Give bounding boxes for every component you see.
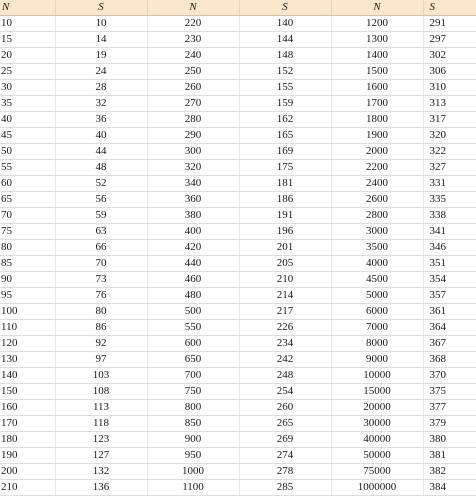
cell-s-3: 354 xyxy=(423,272,476,288)
cell-n-1: 20 xyxy=(0,48,55,64)
table-row xyxy=(0,112,476,128)
cell-s-2: 210 xyxy=(239,272,331,288)
cell-s-1: 118 xyxy=(55,416,147,432)
cell-s-2: 196 xyxy=(239,224,331,240)
cell-n-3: 4500 xyxy=(331,272,423,288)
cell-s-1: 14 xyxy=(55,32,147,48)
cell-n-3: 1800 xyxy=(331,112,423,128)
table-row xyxy=(0,464,476,480)
cell-n-3: 1700 xyxy=(331,96,423,112)
cell-n-2: 400 xyxy=(147,224,239,240)
cell-s-1: 28 xyxy=(55,80,147,96)
cell-s-2: 217 xyxy=(239,304,331,320)
cell-n-2: 500 xyxy=(147,304,239,320)
cell-s-1: 76 xyxy=(55,288,147,304)
cell-n-1: 70 xyxy=(0,208,55,224)
cell-n-3: 2000 xyxy=(331,144,423,160)
cell-s-1: 127 xyxy=(55,448,147,464)
cell-n-2: 600 xyxy=(147,336,239,352)
cell-s-3: 320 xyxy=(423,128,476,144)
cell-s-3: 335 xyxy=(423,192,476,208)
cell-s-3: 310 xyxy=(423,80,476,96)
cell-n-3: 75000 xyxy=(331,464,423,480)
cell-s-1: 80 xyxy=(55,304,147,320)
cell-n-2: 280 xyxy=(147,112,239,128)
cell-s-2: 159 xyxy=(239,96,331,112)
cell-s-3: 377 xyxy=(423,400,476,416)
cell-s-2: 201 xyxy=(239,240,331,256)
cell-n-2: 440 xyxy=(147,256,239,272)
cell-n-2: 480 xyxy=(147,288,239,304)
cell-s-3: 322 xyxy=(423,144,476,160)
cell-n-2: 850 xyxy=(147,416,239,432)
cell-n-3: 5000 xyxy=(331,288,423,304)
cell-s-3: 297 xyxy=(423,32,476,48)
cell-s-1: 44 xyxy=(55,144,147,160)
cell-n-1: 75 xyxy=(0,224,55,240)
cell-s-2: 269 xyxy=(239,432,331,448)
cell-s-2: 155 xyxy=(239,80,331,96)
cell-n-1: 40 xyxy=(0,112,55,128)
cell-s-3: 291 xyxy=(423,16,476,32)
table-row xyxy=(0,128,476,144)
table-row xyxy=(0,176,476,192)
cell-n-3: 1500 xyxy=(331,64,423,80)
cell-n-2: 700 xyxy=(147,368,239,384)
cell-n-1: 100 xyxy=(0,304,55,320)
cell-n-2: 460 xyxy=(147,272,239,288)
cell-s-2: 152 xyxy=(239,64,331,80)
table-row xyxy=(0,336,476,352)
cell-n-1: 160 xyxy=(0,400,55,416)
cell-s-2: 186 xyxy=(239,192,331,208)
cell-n-3: 3000 xyxy=(331,224,423,240)
cell-s-1: 66 xyxy=(55,240,147,256)
cell-n-2: 750 xyxy=(147,384,239,400)
cell-s-1: 97 xyxy=(55,352,147,368)
cell-n-3: 6000 xyxy=(331,304,423,320)
cell-s-1: 40 xyxy=(55,128,147,144)
cell-n-3: 9000 xyxy=(331,352,423,368)
cell-s-1: 59 xyxy=(55,208,147,224)
cell-s-3: 384 xyxy=(423,480,476,496)
cell-s-1: 56 xyxy=(55,192,147,208)
cell-s-3: 370 xyxy=(423,368,476,384)
table-row xyxy=(0,48,476,64)
cell-n-1: 170 xyxy=(0,416,55,432)
cell-n-1: 140 xyxy=(0,368,55,384)
cell-s-1: 70 xyxy=(55,256,147,272)
cell-s-3: 357 xyxy=(423,288,476,304)
cell-n-3: 2800 xyxy=(331,208,423,224)
cell-n-1: 35 xyxy=(0,96,55,112)
cell-n-3: 1000000 xyxy=(331,480,423,496)
cell-s-3: 381 xyxy=(423,448,476,464)
cell-n-2: 1000 xyxy=(147,464,239,480)
cell-s-1: 24 xyxy=(55,64,147,80)
cell-n-3: 40000 xyxy=(331,432,423,448)
cell-s-2: 144 xyxy=(239,32,331,48)
cell-s-3: 331 xyxy=(423,176,476,192)
table-row xyxy=(0,320,476,336)
table-row xyxy=(0,304,476,320)
cell-s-3: 364 xyxy=(423,320,476,336)
cell-s-3: 380 xyxy=(423,432,476,448)
table-row xyxy=(0,144,476,160)
cell-n-1: 80 xyxy=(0,240,55,256)
cell-n-3: 8000 xyxy=(331,336,423,352)
cell-n-1: 65 xyxy=(0,192,55,208)
table-row xyxy=(0,256,476,272)
cell-s-2: 278 xyxy=(239,464,331,480)
cell-n-3: 7000 xyxy=(331,320,423,336)
cell-n-2: 230 xyxy=(147,32,239,48)
cell-n-2: 420 xyxy=(147,240,239,256)
header-s-3: S xyxy=(423,0,476,16)
cell-n-1: 110 xyxy=(0,320,55,336)
cell-s-3: 327 xyxy=(423,160,476,176)
cell-n-3: 1400 xyxy=(331,48,423,64)
cell-s-3: 313 xyxy=(423,96,476,112)
cell-n-2: 300 xyxy=(147,144,239,160)
cell-s-1: 136 xyxy=(55,480,147,496)
cell-n-1: 30 xyxy=(0,80,55,96)
table-row xyxy=(0,208,476,224)
table-row xyxy=(0,64,476,80)
cell-n-1: 150 xyxy=(0,384,55,400)
table-row xyxy=(0,192,476,208)
cell-s-3: 379 xyxy=(423,416,476,432)
cell-s-3: 338 xyxy=(423,208,476,224)
cell-n-3: 2400 xyxy=(331,176,423,192)
cell-s-2: 169 xyxy=(239,144,331,160)
cell-s-2: 205 xyxy=(239,256,331,272)
cell-s-1: 32 xyxy=(55,96,147,112)
cell-s-2: 162 xyxy=(239,112,331,128)
cell-s-1: 19 xyxy=(55,48,147,64)
cell-n-2: 900 xyxy=(147,432,239,448)
cell-s-2: 191 xyxy=(239,208,331,224)
cell-s-1: 36 xyxy=(55,112,147,128)
table-row xyxy=(0,448,476,464)
cell-n-1: 15 xyxy=(0,32,55,48)
cell-s-2: 285 xyxy=(239,480,331,496)
cell-s-3: 375 xyxy=(423,384,476,400)
cell-n-2: 340 xyxy=(147,176,239,192)
cell-n-1: 10 xyxy=(0,16,55,32)
table-row xyxy=(0,240,476,256)
table-header xyxy=(0,0,476,16)
cell-n-2: 950 xyxy=(147,448,239,464)
cell-s-2: 265 xyxy=(239,416,331,432)
cell-n-1: 45 xyxy=(0,128,55,144)
cell-n-2: 550 xyxy=(147,320,239,336)
cell-s-1: 48 xyxy=(55,160,147,176)
cell-n-2: 380 xyxy=(147,208,239,224)
cell-s-2: 175 xyxy=(239,160,331,176)
cell-s-1: 108 xyxy=(55,384,147,400)
cell-s-1: 63 xyxy=(55,224,147,240)
cell-s-2: 140 xyxy=(239,16,331,32)
cell-s-2: 248 xyxy=(239,368,331,384)
cell-s-2: 234 xyxy=(239,336,331,352)
header-n-1: N xyxy=(0,0,55,16)
cell-s-2: 242 xyxy=(239,352,331,368)
header-n-2: N xyxy=(147,0,239,16)
cell-s-2: 260 xyxy=(239,400,331,416)
header-s-2: S xyxy=(239,0,331,16)
cell-n-3: 15000 xyxy=(331,384,423,400)
table-row xyxy=(0,400,476,416)
cell-n-2: 800 xyxy=(147,400,239,416)
cell-s-3: 346 xyxy=(423,240,476,256)
cell-n-1: 50 xyxy=(0,144,55,160)
table-row xyxy=(0,96,476,112)
cell-s-1: 73 xyxy=(55,272,147,288)
cell-n-1: 85 xyxy=(0,256,55,272)
cell-s-3: 341 xyxy=(423,224,476,240)
cell-n-1: 95 xyxy=(0,288,55,304)
table-row xyxy=(0,288,476,304)
cell-n-1: 25 xyxy=(0,64,55,80)
table-row xyxy=(0,16,476,32)
cell-s-1: 92 xyxy=(55,336,147,352)
cell-n-2: 360 xyxy=(147,192,239,208)
cell-n-2: 250 xyxy=(147,64,239,80)
cell-s-3: 306 xyxy=(423,64,476,80)
cell-s-2: 181 xyxy=(239,176,331,192)
cell-n-3: 2600 xyxy=(331,192,423,208)
cell-s-2: 165 xyxy=(239,128,331,144)
table-row xyxy=(0,384,476,400)
cell-s-3: 382 xyxy=(423,464,476,480)
cell-n-1: 190 xyxy=(0,448,55,464)
cell-s-3: 361 xyxy=(423,304,476,320)
cell-s-1: 123 xyxy=(55,432,147,448)
cell-n-3: 1600 xyxy=(331,80,423,96)
cell-s-2: 254 xyxy=(239,384,331,400)
cell-n-1: 130 xyxy=(0,352,55,368)
cell-n-3: 10000 xyxy=(331,368,423,384)
cell-n-2: 260 xyxy=(147,80,239,96)
cell-s-1: 103 xyxy=(55,368,147,384)
cell-s-1: 86 xyxy=(55,320,147,336)
cell-s-2: 214 xyxy=(239,288,331,304)
cell-n-3: 30000 xyxy=(331,416,423,432)
cell-s-3: 368 xyxy=(423,352,476,368)
cell-n-2: 650 xyxy=(147,352,239,368)
cell-n-2: 220 xyxy=(147,16,239,32)
cell-s-3: 302 xyxy=(423,48,476,64)
cell-n-3: 20000 xyxy=(331,400,423,416)
header-row xyxy=(0,0,476,16)
header-s-1: S xyxy=(55,0,147,16)
cell-s-3: 367 xyxy=(423,336,476,352)
table-row xyxy=(0,224,476,240)
cell-n-2: 290 xyxy=(147,128,239,144)
cell-n-2: 270 xyxy=(147,96,239,112)
cell-s-2: 148 xyxy=(239,48,331,64)
table-row xyxy=(0,416,476,432)
cell-s-1: 52 xyxy=(55,176,147,192)
cell-s-2: 226 xyxy=(239,320,331,336)
cell-n-1: 55 xyxy=(0,160,55,176)
table-row xyxy=(0,352,476,368)
cell-n-2: 1100 xyxy=(147,480,239,496)
cell-s-1: 132 xyxy=(55,464,147,480)
cell-n-1: 210 xyxy=(0,480,55,496)
table-row xyxy=(0,368,476,384)
cell-n-2: 320 xyxy=(147,160,239,176)
cell-s-1: 10 xyxy=(55,16,147,32)
cell-s-3: 351 xyxy=(423,256,476,272)
cell-n-1: 60 xyxy=(0,176,55,192)
cell-n-3: 1200 xyxy=(331,16,423,32)
cell-s-3: 317 xyxy=(423,112,476,128)
table-row xyxy=(0,480,476,496)
cell-s-2: 274 xyxy=(239,448,331,464)
table-row xyxy=(0,32,476,48)
cell-n-3: 2200 xyxy=(331,160,423,176)
cell-n-2: 240 xyxy=(147,48,239,64)
cell-n-3: 1900 xyxy=(331,128,423,144)
table-body xyxy=(0,16,476,496)
table-row xyxy=(0,80,476,96)
cell-n-1: 120 xyxy=(0,336,55,352)
cell-n-1: 200 xyxy=(0,464,55,480)
table-row xyxy=(0,160,476,176)
cell-n-3: 4000 xyxy=(331,256,423,272)
table-row xyxy=(0,272,476,288)
table-row xyxy=(0,432,476,448)
cell-n-1: 90 xyxy=(0,272,55,288)
cell-n-3: 3500 xyxy=(331,240,423,256)
cell-n-3: 1300 xyxy=(331,32,423,48)
cell-n-3: 50000 xyxy=(331,448,423,464)
cell-n-1: 180 xyxy=(0,432,55,448)
header-n-3: N xyxy=(331,0,423,16)
cell-s-1: 113 xyxy=(55,400,147,416)
